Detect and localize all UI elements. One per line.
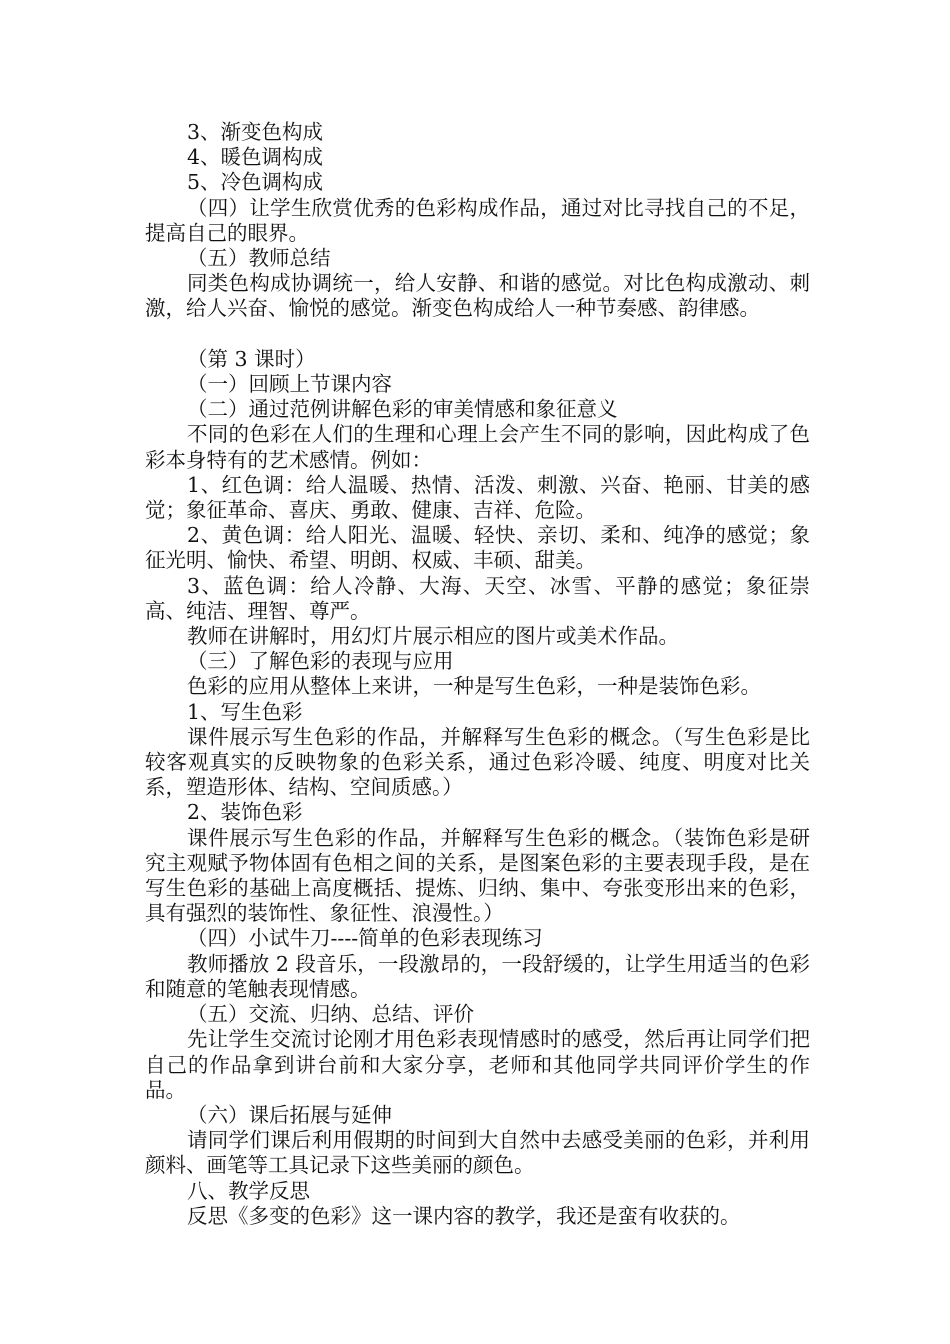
- document-body: [145, 120, 810, 1229]
- paragraph: 先让学生交流讨论刚才用色彩表现情感时的感受，然后再让同学们把自己的作品拿到讲台前和大家分享，老师和其他同学共同评价学生的作品。: [145, 1027, 810, 1102]
- paragraph: （一）回顾上节课内容: [187, 372, 392, 397]
- paragraph: （六）课后拓展与延伸: [187, 1102, 392, 1127]
- lesson-heading: （第 3 课时）: [187, 346, 316, 371]
- paragraph: 色彩的应用从整体上来讲，一种是写生色彩，一种是装饰色彩。: [187, 674, 761, 699]
- blank-line: [145, 322, 810, 347]
- paragraph: （四）让学生欣赏优秀的色彩构成作品，通过对比寻找自己的不足，提高自己的眼界。: [145, 195, 810, 245]
- paragraph: 课件展示写生色彩的作品，并解释写生色彩的概念。（写生色彩是比较客观真实的反映物象的色彩关系，通过色彩冷暖、纯度、明度对比关系，塑造形体、结构、空间质感。）: [145, 724, 810, 800]
- paragraph: （五）教师总结: [187, 246, 331, 271]
- paragraph: 反思《多变的色彩》这一课内容的教学，我还是蛮有收获的。: [187, 1203, 741, 1228]
- paragraph: 教师在讲解时，用幻灯片展示相应的图片或美术作品。: [187, 624, 679, 649]
- paragraph: 课件展示写生色彩的作品，并解释写生色彩的概念。（装饰色彩是研究主观赋予物体固有色相之间的关系，是图案色彩的主要表现手段，是在写生色彩的基础上高度概括、提炼、归纳、集中、夸张变形出来的色彩，具有强烈的装饰性、象征性、浪漫性。）: [145, 825, 810, 926]
- paragraph: （四）小试牛刀----简单的色彩表现练习: [187, 926, 543, 951]
- paragraph: 4、暖色调构成: [187, 145, 324, 170]
- paragraph: 1、写生色彩: [187, 699, 303, 724]
- paragraph: 1、红色调：给人温暖、热情、活泼、刺激、兴奋、艳丽、甘美的感觉；象征革命、喜庆、勇敢、健康、吉祥、危险。: [145, 472, 810, 523]
- paragraph: （三）了解色彩的表现与应用: [187, 649, 454, 674]
- section-heading: 八、教学反思: [187, 1178, 310, 1203]
- paragraph: （二）通过范例讲解色彩的审美情感和象征意义: [187, 397, 618, 422]
- paragraph: 3、蓝色调：给人冷静、大海、天空、冰雪、平静的感觉；象征崇高、纯洁、理智、尊严。: [145, 573, 810, 623]
- paragraph: 3、渐变色构成: [187, 120, 324, 144]
- paragraph: 2、装饰色彩: [187, 800, 303, 825]
- paragraph: （五）交流、归纳、总结、评价: [187, 1002, 474, 1027]
- paragraph: 5、冷色调构成: [187, 170, 324, 195]
- paragraph: 请同学们课后利用假期的时间到大自然中去感受美丽的色彩，并利用颜料、画笔等工具记录下这些美丽的颜色。: [145, 1128, 810, 1178]
- paragraph: 2、黄色调：给人阳光、温暖、轻快、亲切、柔和、纯净的感觉；象征光明、愉快、希望、明朗、权威、丰硕、甜美。: [145, 523, 810, 573]
- paragraph: 同类色构成协调统一，给人安静、和谐的感觉。对比色构成激动、刺激，给人兴奋、愉悦的感觉。渐变色构成给人一种节奏感、韵律感。: [145, 271, 810, 321]
- paragraph: 不同的色彩在人们的生理和心理上会产生不同的影响，因此构成了色彩本身特有的艺术感情。例如：: [145, 422, 810, 472]
- paragraph: 教师播放 2 段音乐，一段激昂的，一段舒缓的，让学生用适当的色彩和随意的笔触表现情感。: [145, 951, 810, 1001]
